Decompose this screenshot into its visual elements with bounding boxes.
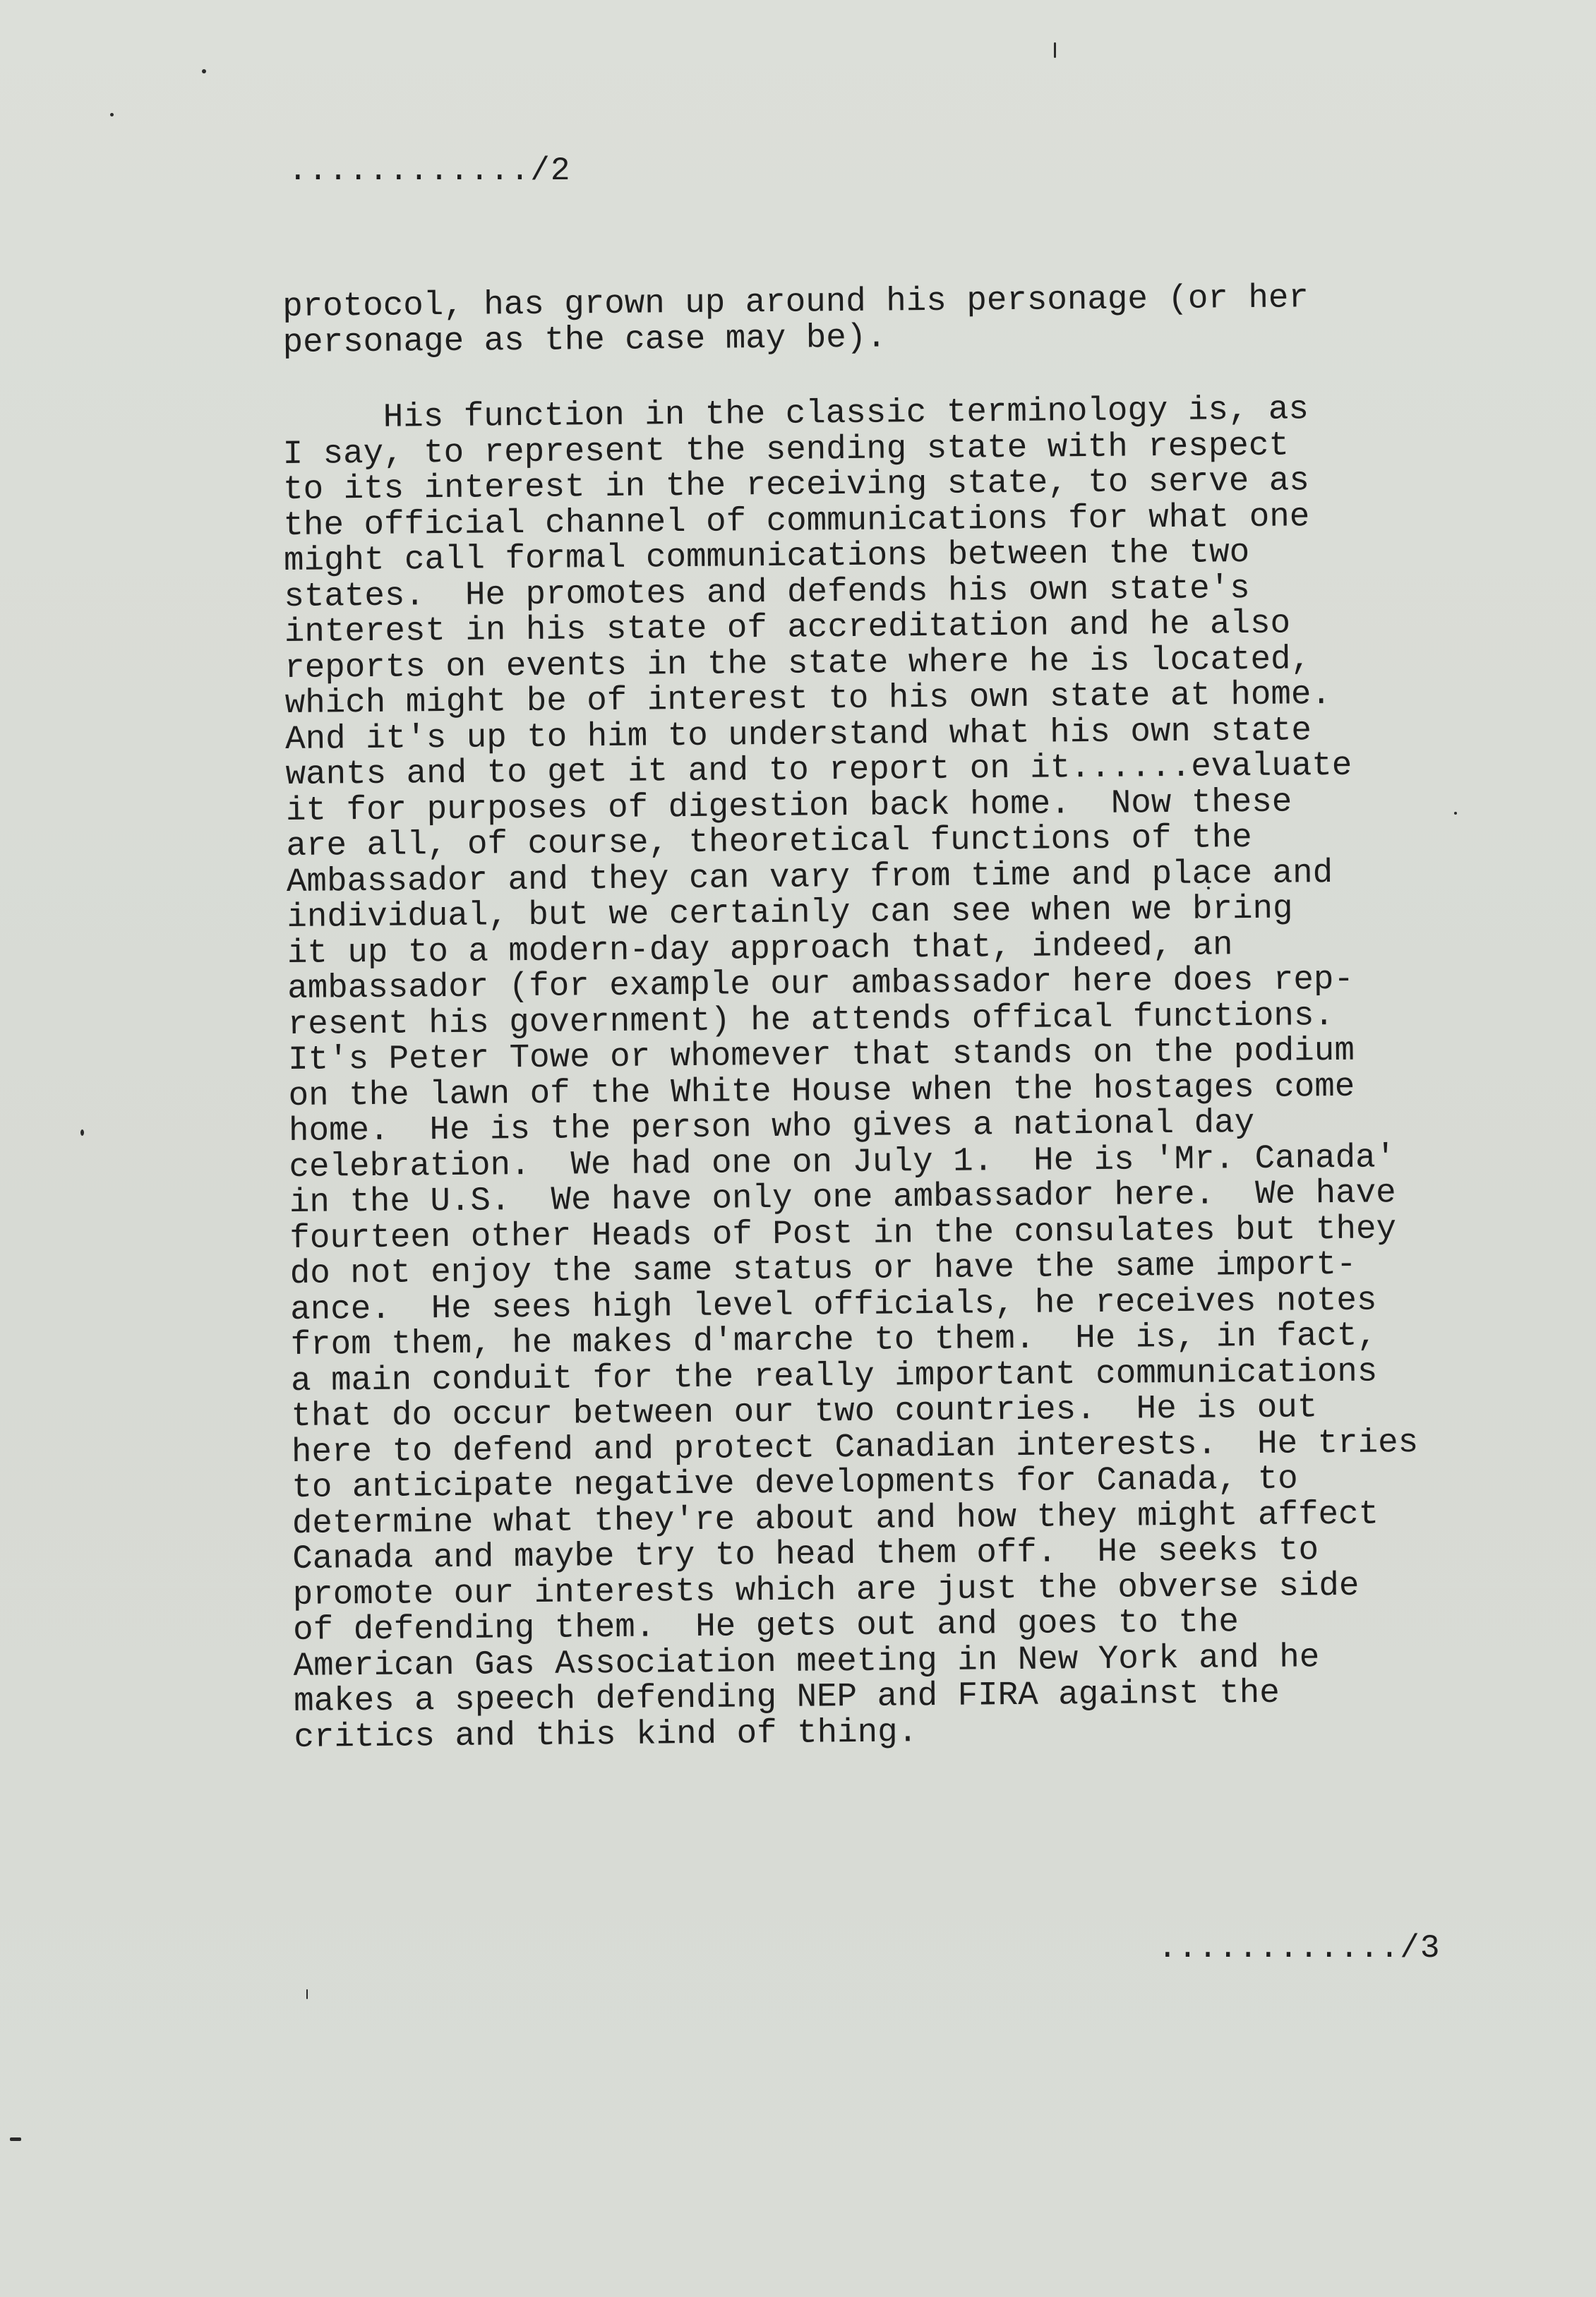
paper-speck <box>10 2137 21 2141</box>
text-line: it up to a modern-day approach that, indeed, an <box>287 925 1233 973</box>
text-line: And it's up to him to understand what his own state <box>284 711 1312 759</box>
text-line: resent his government) he attends offical functions. <box>287 996 1335 1044</box>
text-line: might call formal communications between the two <box>283 534 1250 580</box>
text-line: the official channel of communications for what one <box>283 497 1310 545</box>
paper-speck <box>202 69 206 73</box>
text-line: a main conduit for the really important communications <box>290 1353 1378 1401</box>
text-line: American Gas Association meeting in New York and he <box>293 1638 1320 1686</box>
text-line: do not enjoy the same status or have the same import- <box>289 1245 1357 1293</box>
text-line: to anticipate negative developments for Canada, to <box>292 1460 1298 1507</box>
text-line: ambassador (for example our ambassador here does rep- <box>287 960 1355 1008</box>
text-line: promote our interests which are just the obverse side <box>292 1566 1360 1614</box>
text-line: from them, he makes d'marche to them. He is, in fact, <box>290 1317 1378 1365</box>
text-line: I say, to represent the sending state with respect <box>282 426 1290 474</box>
text-line: to its interest in the receiving state, to serve as <box>282 462 1310 509</box>
text-line: which might be of interest to his own state at home. <box>284 676 1332 723</box>
paragraph-1 <box>282 279 1525 361</box>
text-line: Canada and maybe try to head them off. He seeks to <box>292 1531 1319 1578</box>
text-line: wants and to get it and to report on it......evaluate <box>285 746 1352 794</box>
text-line: that do occur between our two countries. He is out <box>291 1389 1318 1436</box>
text-line: critics and this kind of thing. <box>294 1713 918 1757</box>
paper-speck <box>110 113 114 116</box>
continuation-marker-bottom: ............/3 <box>1158 1930 1441 1967</box>
text-line: are all, of course, theoretical functions of the <box>286 819 1252 865</box>
text-line: home. He is the person who gives a national day <box>288 1104 1255 1151</box>
text-line: reports on events in the state where he is located, <box>284 640 1312 688</box>
text-line: in the U.S. We have only one ambassador here. We have <box>289 1174 1396 1222</box>
paper-speck <box>80 1129 84 1136</box>
text-line: fourteen other Heads of Post in the consulates but they <box>289 1209 1397 1258</box>
text-line: of defending them. He gets out and goes to the <box>292 1603 1240 1650</box>
paragraph-2 <box>282 390 1537 1756</box>
text-line: states. He promotes and defends his own state's <box>284 569 1250 616</box>
text-line: celebration. We had one on July 1. He is 'Mr. Canada' <box>289 1138 1396 1187</box>
text-line: determine what they're about and how they might affect <box>292 1495 1379 1543</box>
text-line: individual, but we certainly can see when we bring <box>287 889 1293 937</box>
text-line: it for purposes of digestion back home. Now these <box>285 783 1292 830</box>
text-line: makes a speech defending NEP and FIRA against the <box>293 1674 1280 1721</box>
continuation-marker-top: ............/2 <box>288 152 571 189</box>
text-line: His function in the classic terminology is, as <box>282 390 1309 438</box>
text-line: Ambassador and they can vary from time and place and <box>286 853 1333 901</box>
text-line: personage as the case may be). <box>282 318 887 362</box>
paper-speck <box>306 1989 308 1999</box>
text-line: on the lawn of the White House when the hostages come <box>288 1067 1355 1115</box>
paper-speck <box>1054 42 1056 58</box>
text-line: ance. He sees high level officials, he receives notes <box>289 1281 1377 1329</box>
text-line: interest in his state of accreditation and he also <box>284 604 1291 652</box>
text-line: here to defend and protect Canadian interests. He tries <box>291 1423 1419 1472</box>
text-line: It's Peter Towe or whomever that stands on the podium <box>287 1031 1355 1079</box>
text-line: protocol, has grown up around his personage (or her <box>282 279 1309 326</box>
